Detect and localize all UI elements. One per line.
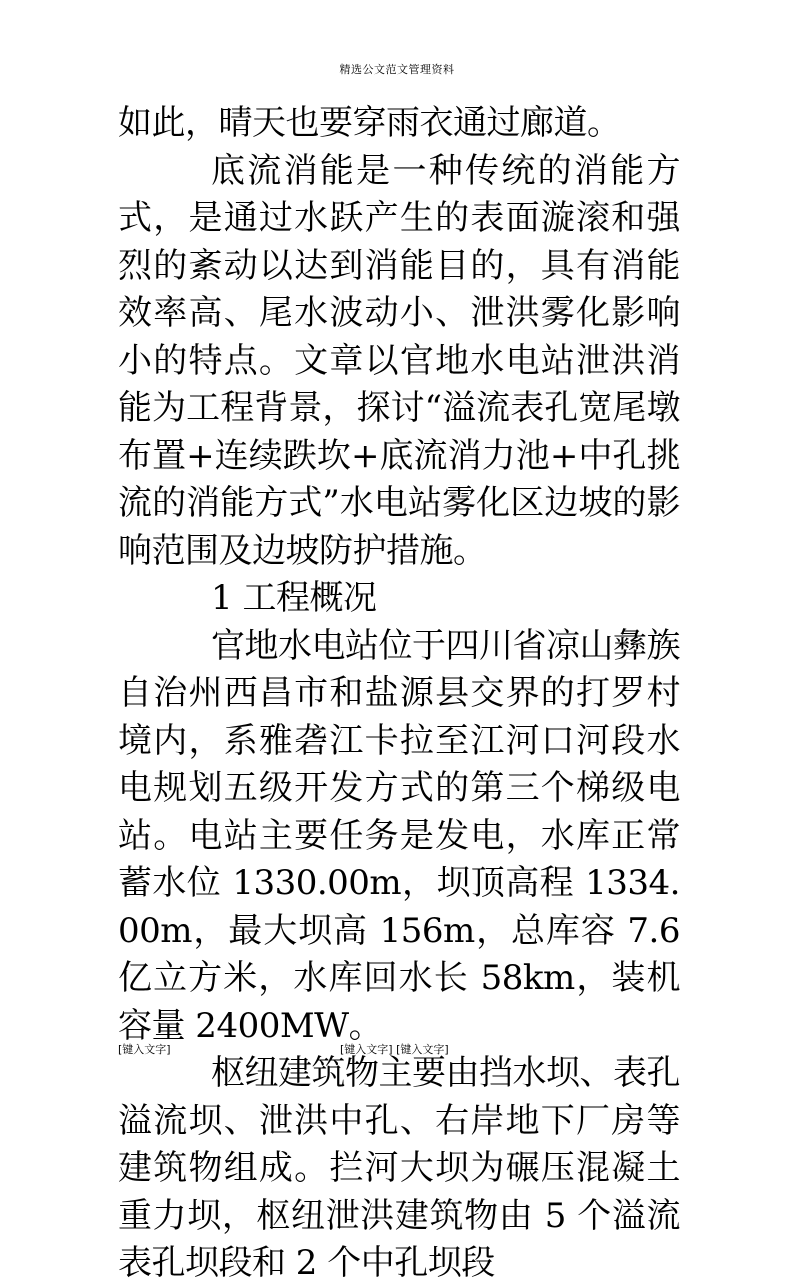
paragraph-structures: 枢纽建筑物主要由挡水坝、表孔溢流坝、泄洪中孔、右岸地下厂房等建筑物组成。拦河大坝为碾压混凝土重力坝，枢纽泄洪建筑物由 5 个溢流表孔坝段和 2 个中孔坝段 — [118, 1053, 680, 1283]
paragraph-continuation: 如此，晴天也要穿雨衣通过廊道。 — [118, 103, 621, 143]
footer-left-placeholder: [键入文字] — [118, 1043, 171, 1056]
paragraph-intro: 底流消能是一种传统的消能方式，是通过水跃产生的表面漩滚和强烈的紊动以达到消能目的，具有消能效率高、尾水波动小、泄洪雾化影响小的特点。文章以官地水电站泄洪消能为工程背景，探讨“溢流表孔宽尾墩布置+连续跌坎+底流消力池+中孔挑流的消能方式”水电站雾化区边坡的影响范围及边坡防护措施。 — [118, 150, 680, 571]
document-body — [118, 100, 680, 1288]
section-heading: 1 工程概况 — [211, 578, 377, 618]
footer-middle-placeholder: [键入文字] [键入文字] — [340, 1043, 449, 1056]
paragraph-overview: 官地水电站位于四川省凉山彝族自治州西昌市和盐源县交界的打罗村境内，系雅砻江卡拉至江河口河段水电规划五级开发方式的第三个梯级电站。电站主要任务是发电，水库正常蓄水位 1330.00m，坝顶高程 1334.00m，最大坝高 156m，总库容 7.6 亿立方米，水库回水长 58km，装机容量 2400MW。 — [118, 625, 680, 1046]
page-header: 精选公文范文管理资料 — [339, 63, 455, 76]
